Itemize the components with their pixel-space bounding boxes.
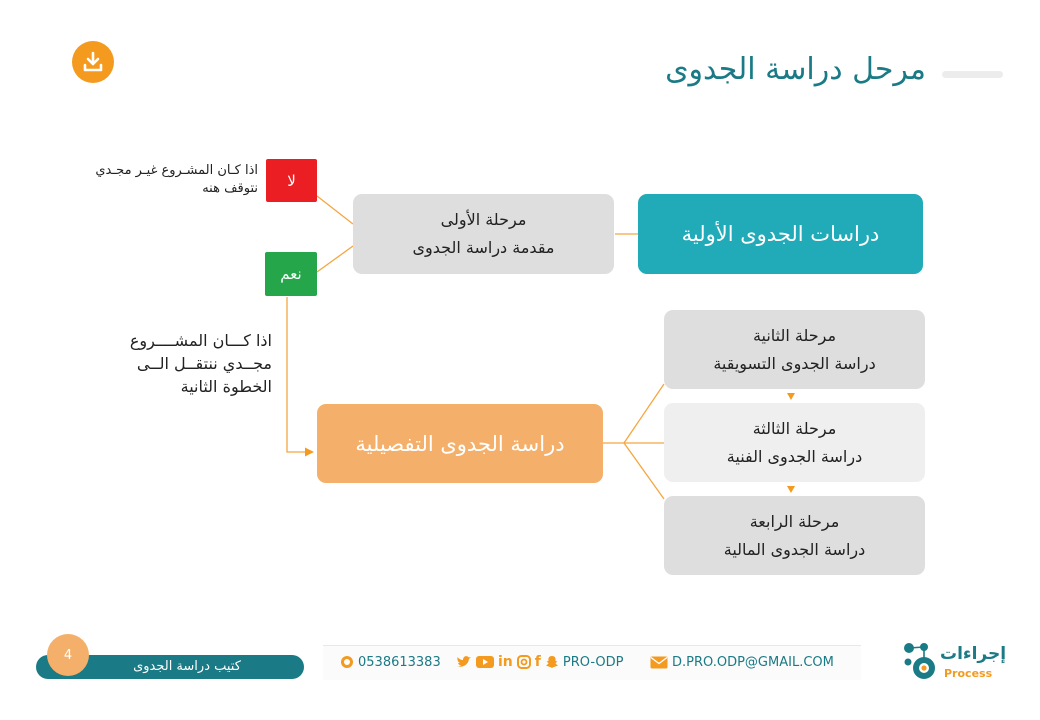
email-address: D.PRO.ODP@GMAIL.COM [672, 654, 834, 670]
contact-social[interactable] [456, 653, 623, 671]
no-badge: لا [266, 159, 317, 202]
no-note-line2: نتوقف هنه [202, 181, 258, 196]
stage3-title: مرحلة الثالثة [752, 418, 837, 438]
logo-sub: Process [944, 667, 993, 680]
contact-email[interactable] [650, 653, 834, 671]
phone-number: 0538613383 [358, 654, 441, 670]
whatsapp-icon [340, 655, 354, 669]
stage1-box [353, 194, 614, 274]
yes-note-line2: مجــدي ننتقــل الــى [136, 354, 272, 373]
stage4-subtitle: دراسة الجدوى المالية [723, 539, 866, 559]
email-icon [650, 656, 668, 669]
yes-note-line3: الخطوة الثانية [180, 377, 272, 396]
instagram-icon [517, 655, 531, 669]
page-number: 4 [47, 634, 89, 676]
stage1-subtitle: مقدمة دراسة الجدوى [412, 238, 555, 257]
detailed-study-label: دراسة الجدوى التفصيلية [355, 431, 565, 456]
stage3-subtitle: دراسة الجدوى الفنية [726, 446, 863, 466]
no-note [95, 162, 258, 198]
initial-study-box [638, 194, 923, 274]
snapchat-icon [545, 655, 559, 669]
yes-note-line1: اذا كـــان المشــــروع [129, 331, 272, 350]
stage2-box [664, 310, 925, 389]
page-title: مرحل دراسة الجدوى [665, 52, 926, 87]
stage2-subtitle: دراسة الجدوى التسويقية [713, 353, 876, 373]
linkedin-icon: in [498, 654, 513, 670]
youtube-icon [476, 655, 494, 669]
download-button[interactable] [72, 41, 114, 83]
download-icon [81, 50, 105, 74]
yes-note [130, 329, 272, 398]
twitter-icon [456, 655, 472, 669]
stage4-box [664, 496, 925, 575]
contact-phone[interactable] [340, 653, 441, 671]
stage2-title: مرحلة الثانية [752, 325, 837, 345]
stage1-title: مرحلة الأولى [440, 210, 527, 229]
facebook-icon: f [534, 654, 541, 670]
social-handle: PRO-ODP [562, 654, 624, 670]
detailed-study-box [317, 404, 603, 483]
yes-badge: نعم [265, 252, 317, 296]
no-note-line1: اذا كـان المشـروع غيـر مجـدي [95, 163, 258, 178]
stage4-title: مرحلة الرابعة [749, 511, 840, 531]
logo-text: إجراءات [940, 644, 1007, 664]
title-underline [942, 71, 1003, 78]
stage3-box [664, 403, 925, 482]
booklet-label: كتيب دراسة الجدوى [133, 659, 241, 674]
initial-study-label: دراسات الجدوى الأولية [681, 222, 880, 246]
